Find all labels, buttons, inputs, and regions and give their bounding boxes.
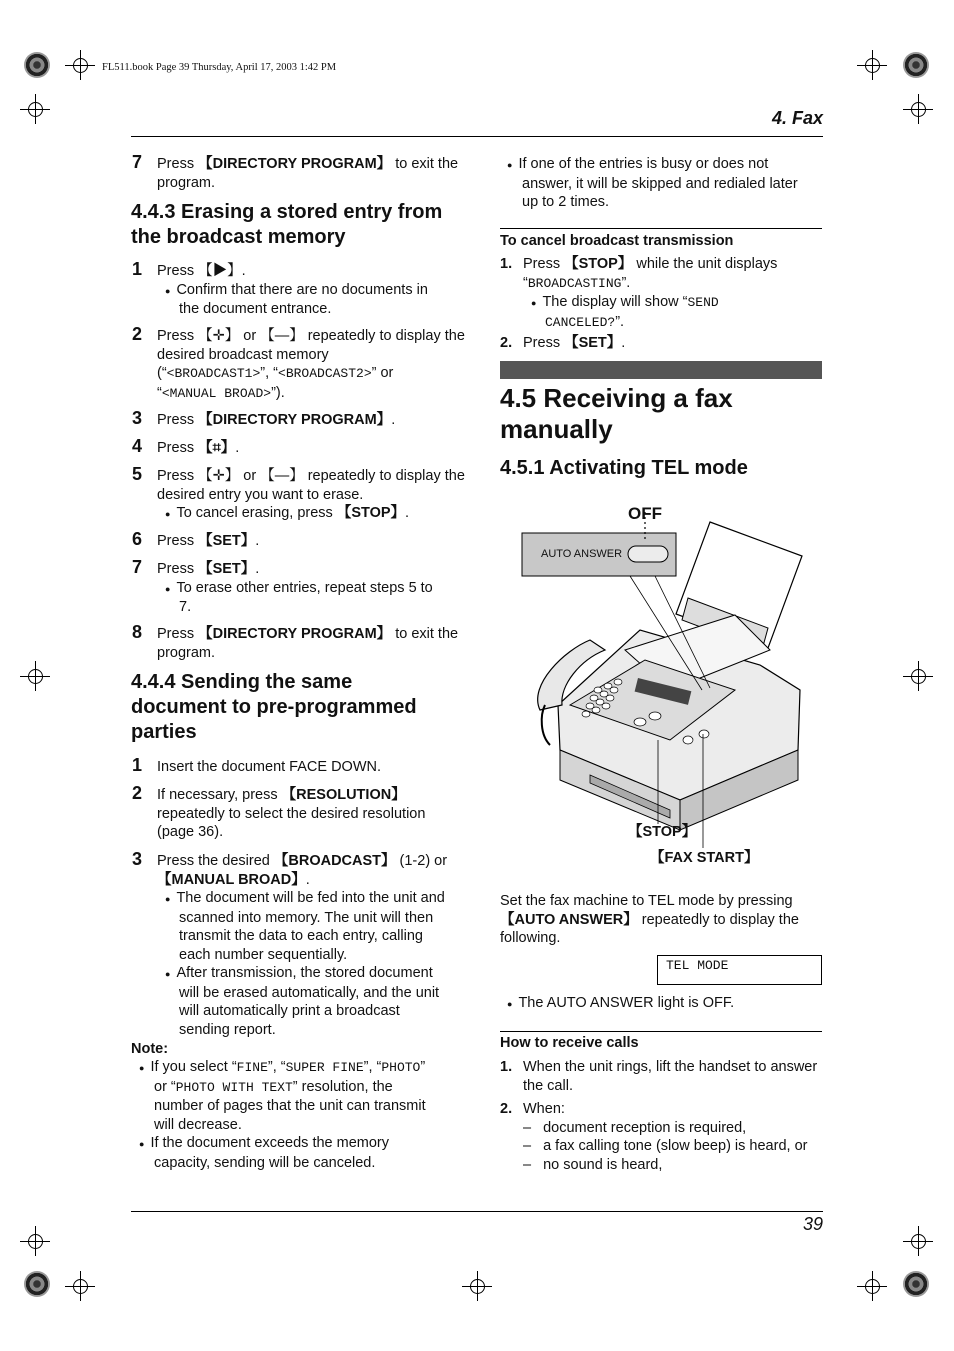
step-text: Insert the document FACE DOWN.: [157, 759, 382, 775]
heading-4-5-1: 4.5.1 Activating TEL mode: [500, 457, 748, 479]
step-number: 8: [132, 622, 143, 642]
step-text: Press 【SET】.: [157, 533, 260, 549]
lcd-display: TEL MODE: [657, 955, 822, 985]
stop-label: 【STOP】: [628, 824, 697, 840]
page-number: 39: [802, 1214, 823, 1234]
step-number: 1: [132, 259, 143, 279]
crosshair-icon: [462, 1271, 492, 1301]
step-number: 5: [132, 464, 143, 484]
auto-answer-light-note: ● The AUTO ANSWER light is OFF.: [507, 995, 735, 1011]
step-number: 7: [132, 152, 143, 172]
crosshair-icon: [20, 1226, 50, 1256]
registration-disc-icon: [903, 52, 929, 78]
step-number: 7: [132, 557, 143, 577]
list-number: 2.: [500, 335, 513, 351]
crosshair-icon: [857, 1271, 887, 1301]
list-text: When the unit rings, lift the handset to answer the call.: [523, 1059, 818, 1094]
registration-disc-icon: [903, 1271, 929, 1297]
header-rule: [131, 136, 823, 137]
section-title: 4. Fax: [771, 108, 823, 128]
auto-answer-label: AUTO ANSWER: [541, 548, 623, 560]
crosshair-icon: [65, 50, 95, 80]
step-text: Press 【DIRECTORY PROGRAM】.: [157, 412, 396, 428]
how-title: How to receive calls: [500, 1035, 639, 1051]
registration-disc-icon: [24, 52, 50, 78]
book-info: FL511.book Page 39 Thursday, April 17, 2003 1:42 PM: [102, 62, 337, 73]
step-text: Press 【▶】. ● Confirm that there are no documents in the document entrance.: [157, 263, 428, 317]
crosshair-icon: [903, 94, 933, 124]
step-number: 2: [132, 783, 143, 803]
crosshair-icon: [903, 1226, 933, 1256]
off-label: OFF: [628, 504, 662, 523]
list-number: 1.: [500, 1059, 513, 1075]
note-text: ● If you select “FINE”, “SUPER FINE”, “PHOTO” or “PHOTO WITH TEXT” resolution, the number of pages that the unit can transmit will decrease. ● If the document exceeds the memory capacity, sending will be canceled.: [139, 1059, 426, 1171]
list-text: Press 【STOP】 while the unit displays “BROADCASTING”. ● The display will show “SEND CANCELED?”.: [523, 256, 778, 330]
note-label: Note:: [131, 1041, 169, 1057]
crosshair-icon: [65, 1271, 95, 1301]
heading-4-4-3: 4.4.3 Erasing a stored entry from the broadcast memory: [131, 201, 443, 248]
crosshair-icon: [20, 661, 50, 691]
step-text: Press 【✛】 or 【—】 repeatedly to display the desired broadcast memory (“<BROADCAST1>”, “<BROADCAST2>” or “<MANUAL BROAD>”).: [157, 328, 465, 401]
busy-note: ● If one of the entries is busy or does not answer, it will be skipped and redialed later up to 2 times.: [507, 156, 798, 210]
step-text: Press 【DIRECTORY PROGRAM】 to exit the program.: [157, 156, 459, 191]
fax-start-label: 【FAX START】: [650, 850, 759, 866]
registration-disc-icon: [24, 1271, 50, 1297]
step-number: 1: [132, 755, 143, 775]
step-number: 2: [132, 324, 143, 344]
fax-machine-figure: [510, 500, 810, 870]
rule: [500, 228, 822, 229]
step-number: 6: [132, 529, 143, 549]
step-text: Press 【SET】. ● To erase other entries, repeat steps 5 to 7.: [157, 561, 433, 615]
cancel-title: To cancel broadcast transmission: [500, 233, 734, 249]
section-bar: [500, 361, 822, 379]
rule: [500, 1031, 822, 1032]
crosshair-icon: [857, 50, 887, 80]
list-text: Press 【SET】.: [523, 335, 626, 351]
step-text: Press 【✛】 or 【—】 repeatedly to display the desired entry you want to erase. ● To cancel erasing, press 【STOP】.: [157, 468, 465, 521]
list-number: 2.: [500, 1101, 513, 1117]
crosshair-icon: [20, 94, 50, 124]
crosshair-icon: [903, 661, 933, 691]
list-number: 1.: [500, 256, 513, 272]
step-text: Press the desired 【BROADCAST】 (1-2) or 【MANUAL BROAD】. ● The document will be fed into the unit and scanned into memory. The unit will then transmit the data to each entry, calling each number sequentially. ● After transmission, the stored document will be erased automatically, and the unit will automatically print a broadcast sending report.: [157, 853, 448, 1038]
step-number: 4: [132, 436, 143, 456]
step-text: If necessary, press 【RESOLUTION】 repeatedly to select the desired resolution (page 36).: [157, 787, 426, 840]
footer-rule: [131, 1211, 823, 1212]
heading-4-5: 4.5 Receiving a fax manually: [500, 383, 733, 444]
list-text: When: – document reception is required, – a fax calling tone (slow beep) is heard, or – no sound is heard,: [523, 1101, 808, 1173]
heading-4-4-4: 4.4.4 Sending the same document to pre-programmed parties: [131, 671, 417, 743]
set-instructions: Set the fax machine to TEL mode by pressing 【AUTO ANSWER】 repeatedly to display the following.: [500, 893, 799, 946]
step-text: Press 【⌗】.: [157, 440, 240, 456]
step-number: 3: [132, 849, 143, 869]
step-number: 3: [132, 408, 143, 428]
step-text: Press 【DIRECTORY PROGRAM】 to exit the program.: [157, 626, 459, 661]
